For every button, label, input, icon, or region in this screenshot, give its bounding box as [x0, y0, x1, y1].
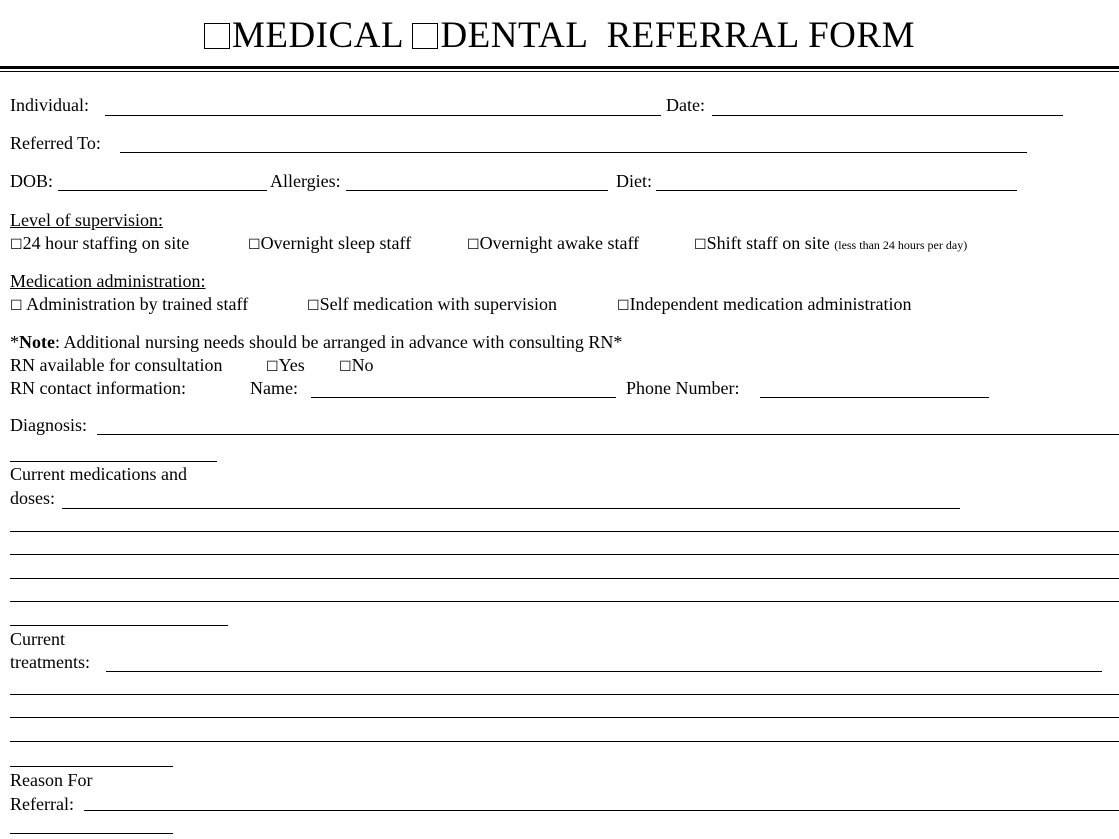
title-referral-form: REFERRAL FORM — [606, 15, 915, 56]
rn-contact-label: RN contact information: — [10, 378, 186, 398]
checkbox-icon[interactable]: ☐ — [248, 237, 261, 253]
diagnosis-field[interactable] — [97, 434, 1119, 435]
rn-no-option[interactable]: ☐No — [339, 355, 374, 375]
diagnosis-label: Diagnosis: — [10, 415, 88, 435]
checkbox-icon[interactable]: ☐ — [467, 237, 480, 253]
current-meds-field[interactable] — [62, 508, 960, 509]
reason-label-line1: Reason For — [10, 770, 93, 790]
current-meds-line[interactable] — [10, 554, 1119, 555]
reason-field[interactable] — [84, 810, 1119, 811]
medication-option-self[interactable]: ☐Self medication with supervision — [307, 294, 558, 314]
dental-checkbox[interactable] — [412, 23, 438, 49]
checkbox-icon[interactable]: ☐ — [10, 237, 23, 253]
checkbox-icon[interactable]: ☐ — [339, 359, 352, 375]
supervision-option-24hr[interactable]: ☐24 hour staffing on site — [10, 233, 190, 253]
individual-field[interactable] — [105, 115, 661, 116]
title-medical: MEDICAL — [232, 15, 403, 56]
medication-option-independent[interactable]: ☐Independent medication administration — [617, 294, 912, 314]
checkbox-icon[interactable]: ☐ — [617, 298, 630, 314]
rn-name-label: Name: — [250, 378, 298, 398]
treatments-label-line2: treatments: — [10, 652, 90, 672]
current-meds-line[interactable] — [10, 601, 1119, 602]
treatments-line-short[interactable] — [10, 766, 173, 767]
medication-option-trained[interactable]: ☐ Administration by trained staff — [10, 294, 249, 314]
allergies-label: Allergies: — [270, 171, 341, 191]
treatments-line[interactable] — [10, 694, 1119, 695]
rn-name-field[interactable] — [311, 397, 616, 398]
current-meds-line-short[interactable] — [10, 625, 228, 626]
nursing-note: *Note: Additional nursing needs should be arranged in advance with consulting RN* — [10, 332, 623, 352]
treatments-label-line1: Current — [10, 629, 65, 649]
referred-to-field[interactable] — [120, 152, 1027, 153]
current-meds-line[interactable] — [10, 531, 1119, 532]
diet-label: Diet: — [616, 171, 652, 191]
current-meds-label-line2: doses: — [10, 488, 55, 508]
checkbox-icon[interactable]: ☐ — [266, 359, 279, 375]
rn-yes-option[interactable]: ☐Yes — [266, 355, 305, 375]
medical-checkbox[interactable] — [204, 23, 230, 49]
allergies-field[interactable] — [346, 190, 608, 191]
diagnosis-field-continued[interactable] — [10, 461, 217, 462]
reason-line-short[interactable] — [10, 833, 173, 834]
title-dental: DENTAL — [440, 15, 588, 56]
supervision-option-sleep[interactable]: ☐Overnight sleep staff — [248, 233, 412, 253]
rn-phone-label: Phone Number: — [626, 378, 740, 398]
current-meds-line[interactable] — [10, 578, 1119, 579]
reason-label-line2: Referral: — [10, 794, 74, 814]
treatments-line[interactable] — [10, 717, 1119, 718]
referred-to-label: Referred To: — [10, 133, 101, 153]
rn-available-label: RN available for consultation — [10, 355, 223, 375]
treatments-field[interactable] — [106, 671, 1102, 672]
dob-label: DOB: — [10, 171, 54, 191]
supervision-heading: Level of supervision: — [10, 210, 163, 230]
checkbox-icon[interactable]: ☐ — [694, 237, 707, 253]
date-label: Date: — [666, 95, 705, 115]
supervision-option-shift[interactable]: ☐Shift staff on site (less than 24 hours per day) — [694, 233, 968, 253]
diet-field[interactable] — [656, 190, 1017, 191]
shift-staff-note: (less than 24 hours per day) — [834, 238, 968, 252]
treatments-line[interactable] — [10, 741, 1119, 742]
form-title — [0, 14, 1119, 58]
rn-phone-field[interactable] — [760, 397, 989, 398]
medication-heading: Medication administration: — [10, 271, 206, 291]
title-rule-thick — [0, 66, 1119, 69]
current-meds-label-line1: Current medications and — [10, 464, 187, 484]
date-field[interactable] — [712, 115, 1063, 116]
title-rule-thin — [0, 71, 1119, 72]
supervision-option-awake[interactable]: ☐Overnight awake staff — [467, 233, 640, 253]
checkbox-icon[interactable]: ☐ — [307, 298, 320, 314]
dob-field[interactable] — [58, 190, 267, 191]
checkbox-icon[interactable]: ☐ — [10, 298, 23, 314]
individual-label: Individual: — [10, 95, 89, 115]
